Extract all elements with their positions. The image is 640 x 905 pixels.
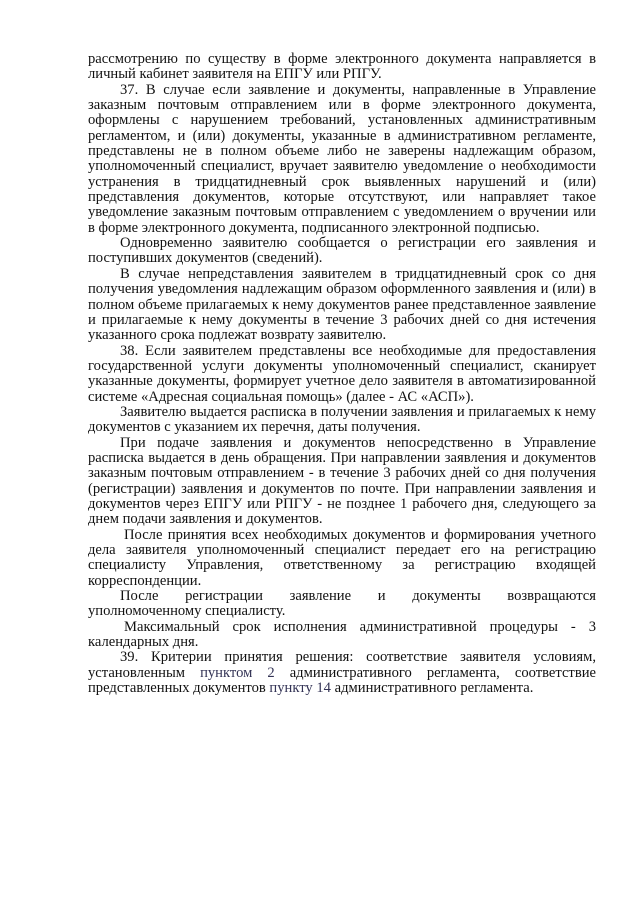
paragraph-11 (88, 650, 596, 696)
paragraph-2: 37. В случае если заявление и документы, направленные в Управление заказным почтовым отправлением или в форме электронного документа, оформлены с нарушением требований, установленных административным регламентом, и (или) документы, указанные в административном регламенте, представлены не в полном объеме либо не заверены надлежащим образом, уполномоченный специалист, вручает заявителю уведомление о необходимости устранения в тридцатидневный срок выявленных нарушений и (или) представления документов, которые отсутствуют, или направляет такое уведомление заказным почтовым отправлением с уведомлением о вручении или в форме электронного документа, подписанного электронной подписью. (88, 81, 596, 236)
paragraph-6: Заявителю выдается расписка в получении заявления и прилагаемых к нему документов с указанием их перечня, даты получения. (88, 403, 596, 436)
paragraph-11-part-2: административного регламента, соответствие представленных документов (88, 664, 596, 697)
paragraph-5: 38. Если заявителем представлены все необходимые для предоставления государственной услуги документы уполномоченный специалист, сканирует указанные документы, формирует учетное дело заявителя в автоматизированной системе «Адресная социальная помощь» (далее - АС «АСП»). (88, 342, 596, 405)
paragraph-9: После регистрации заявление и документы возвращаются уполномоченному специалисту. (88, 588, 596, 620)
paragraph-8: После принятия всех необходимых документов и формирования учетного дела заявителя уполномоченный специалист передает его на регистрацию специалисту Управления, ответственному за регистрацию входящей корреспонденции. (88, 526, 596, 589)
paragraph-7: При подаче заявления и документов непосредственно в Управление расписка выдается в день обращения. При направлении заявления и документов заказным почтовым отправлением - в течение 3 рабочих дней со дня получения (регистрации) заявления и документов по почте. При направлении заявления и документов через ЕПГУ или РПГУ - не позднее 1 рабочего дня, следующего за днем подачи заявления и документов. (88, 434, 596, 528)
paragraph-10: Максимальный срок исполнения административной процедуры - 3 календарных дня. (88, 618, 596, 651)
reference-link-point-14[interactable]: пункту 14 (269, 680, 331, 697)
reference-link-point-2[interactable]: пунктом 2 (200, 664, 275, 681)
paragraph-11-part-1: 39. Критерии принятия решения: соответствие заявителя условиям, установленным (88, 649, 596, 681)
document-page (88, 52, 596, 696)
paragraph-1: рассмотрению по существу в форме электронного документа направляется в личный кабинет заявителя на ЕПГУ или РПГУ. (88, 51, 596, 83)
paragraph-4: В случае непредставления заявителем в тридцатидневный срок со дня получения уведомления надлежащим образом оформленного заявления и (или) в полном объеме прилагаемых к нему документов ранее представленное заявление и прилагаемые к нему документы в течение 3 рабочих дней со дня истечения указанного срока подлежат возврату заявителю. (88, 265, 596, 344)
paragraph-11-part-3: административного регламента. (330, 680, 534, 697)
paragraph-3: Одновременно заявителю сообщается о регистрации его заявления и поступивших документов (сведений). (88, 235, 596, 267)
